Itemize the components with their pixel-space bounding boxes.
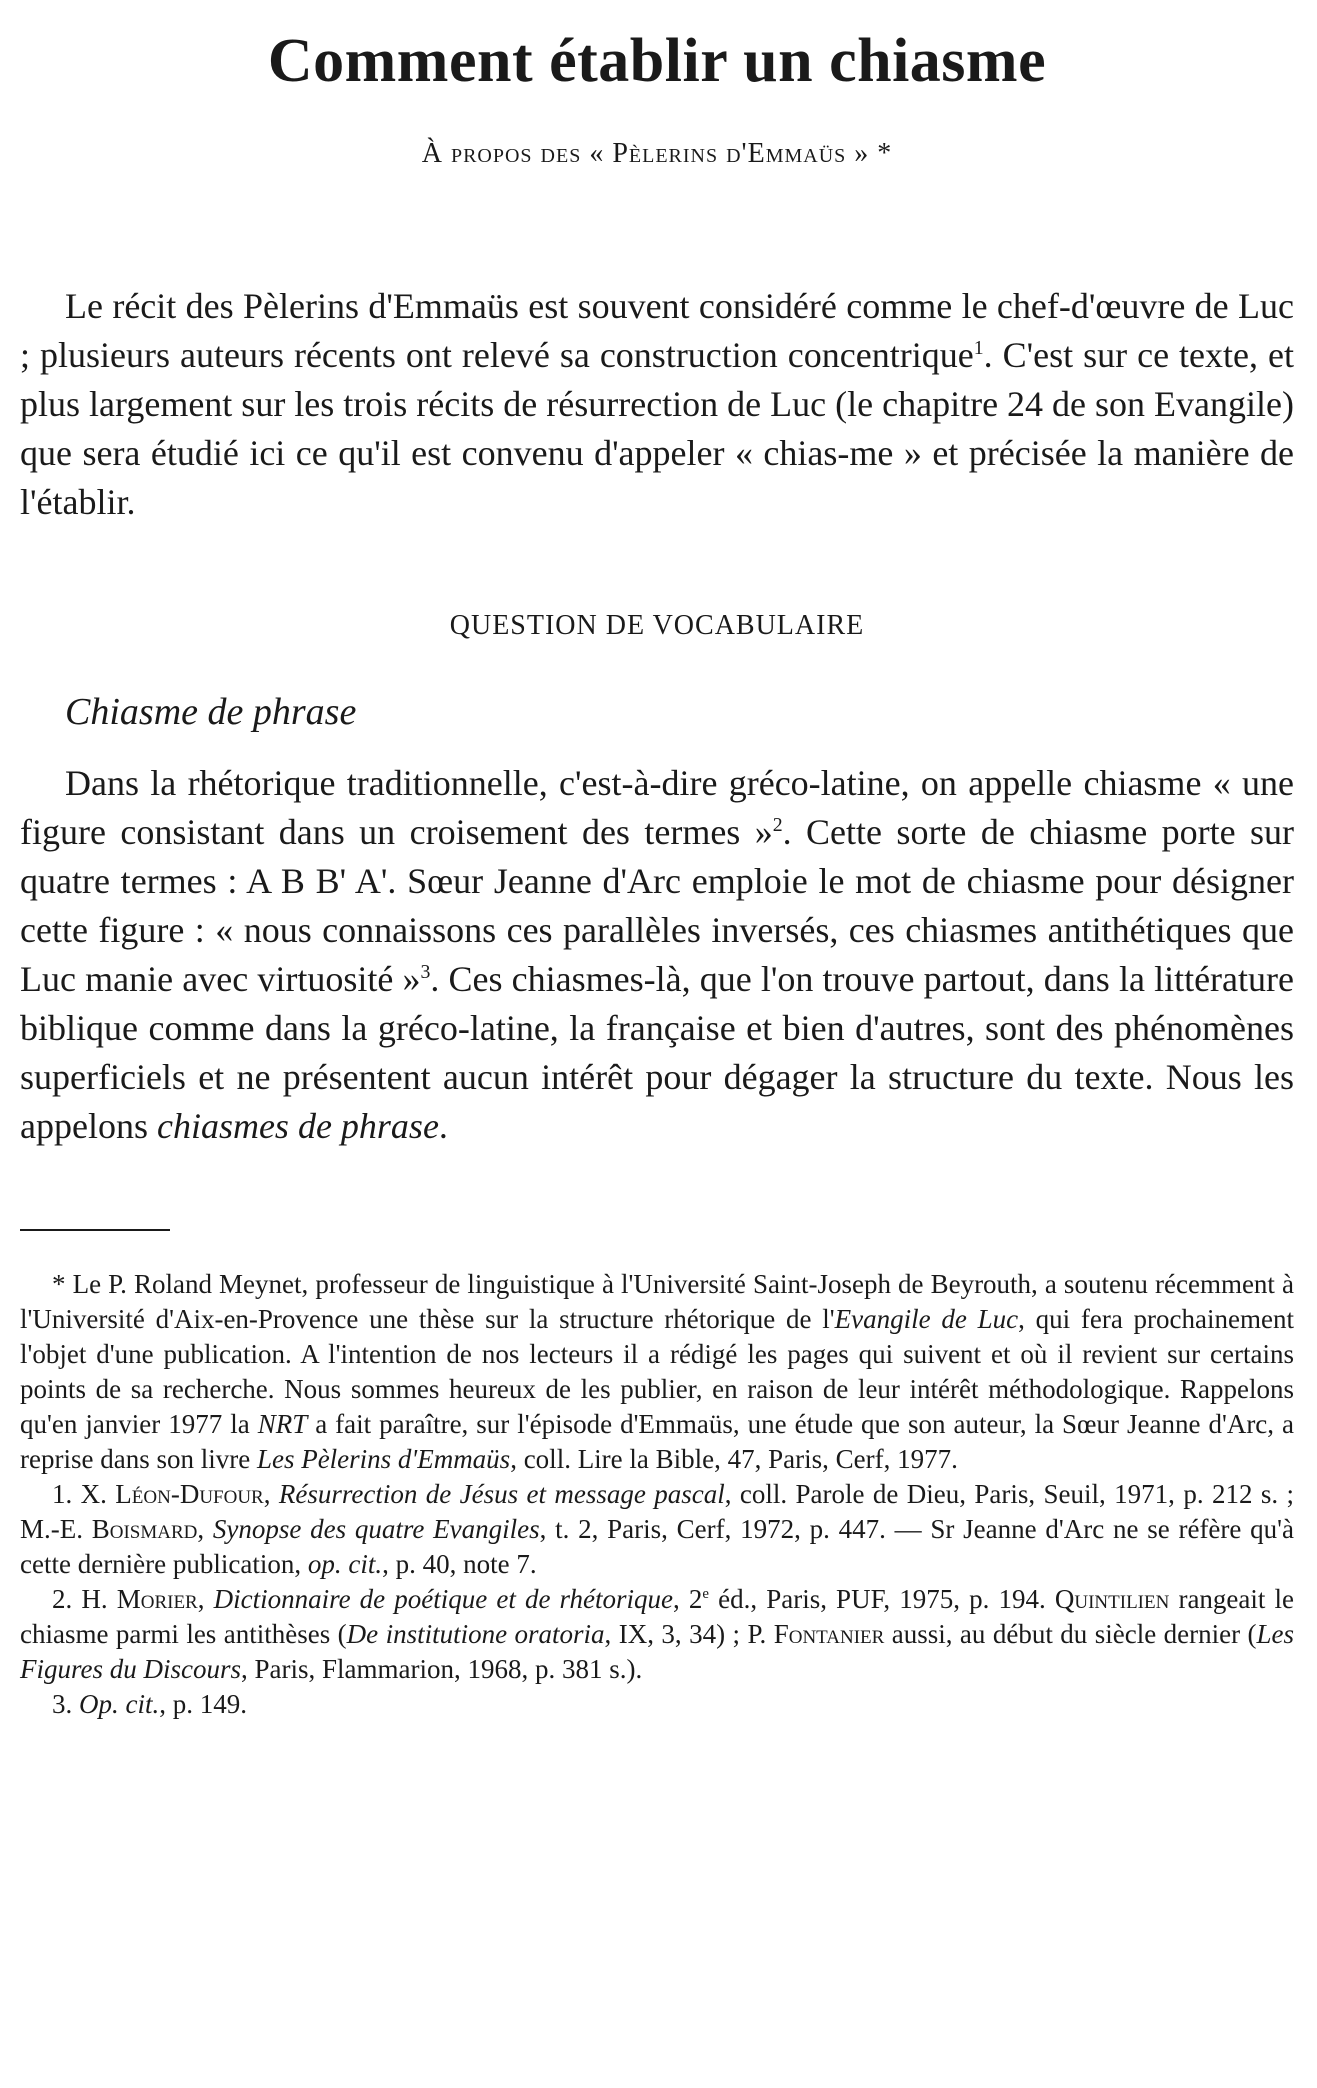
note-text: 1. X. xyxy=(52,1479,116,1510)
note-author: Quintilien xyxy=(1054,1584,1170,1615)
note-italic: NRT xyxy=(257,1409,308,1440)
note-text: , p. 40, note 7. xyxy=(382,1549,537,1580)
section-heading: QUESTION DE VOCABULAIRE xyxy=(449,610,865,642)
note-text: , xyxy=(197,1584,214,1615)
note-text: , qui fera prochainement l'objet d'une publication. A l'intention de nos lecteurs il a rédigé les pages qui suivent et où il revient sur certains points de sa recherche. Nous sommes heureux de les publier, en raison de leur intérêt méthodologique. Rappelons qu'en janvier 1977 la xyxy=(20,1304,1294,1440)
note-text: , coll. Parole de Dieu, Paris, Seuil, 1971, p. 212 s. ; M.-E. xyxy=(20,1479,1295,1545)
note-text: 2. H. xyxy=(52,1584,117,1615)
note-text: , Paris, Flammarion, 1968, p. 381 s.). xyxy=(241,1654,643,1685)
para2-end: . xyxy=(438,1106,448,1147)
footnotes xyxy=(20,1267,1294,1722)
note-text: * Le P. Roland Meynet, professeur de linguistique à l'Université Saint-Joseph de Beyrouth, a soutenu récemment à l'Université d'Aix-en-Provence une thèse sur la structure rhétorique de l' xyxy=(20,1269,1294,1335)
note-italic: Les Pèlerins d'Emmaüs xyxy=(256,1444,511,1475)
note-text: aussi, au début du siècle dernier ( xyxy=(884,1619,1257,1650)
footnote-ref-2[interactable]: 2 xyxy=(772,814,783,837)
footnote-3 xyxy=(20,1687,1294,1722)
subsection-heading: Chiasme de phrase xyxy=(65,691,357,734)
note-italic: op. cit. xyxy=(307,1549,383,1580)
footnote-divider xyxy=(20,1229,170,1231)
note-text: , coll. Lire la Bible, 47, Paris, Cerf, 1977. xyxy=(510,1444,958,1475)
note-text: , xyxy=(263,1479,279,1510)
footnote-star xyxy=(20,1267,1294,1477)
footnote-1 xyxy=(20,1477,1294,1582)
note-author: Fontanier xyxy=(773,1619,885,1650)
note-text: , IX, 3, 34) ; P. xyxy=(604,1619,774,1650)
note-text: éd., Paris, PUF, 1975, p. 194. xyxy=(709,1584,1055,1615)
article-subtitle xyxy=(20,138,1294,170)
footnote-ref-3[interactable]: 3 xyxy=(420,961,431,984)
note-author: Léon-Dufour xyxy=(115,1479,264,1510)
para2-text-1: Dans la rhétorique traditionnelle, c'est-à-dire gréco-latine, on appelle chiasme « une figure consistant dans un croisement des termes » xyxy=(20,763,1294,853)
note-text: a fait paraître, sur l'épisode d'Emmaüs, une étude que son auteur, la Sœur Jeanne d'Arc, a reprise dans son livre xyxy=(20,1409,1294,1475)
para2-italic: chiasmes de phrase xyxy=(156,1106,439,1147)
para2-text-2: . Cette sorte de chiasme porte sur quatre termes : A B B' A'. Sœur Jeanne d'Arc emploie le mot de chiasme pour désigner cette figure : « nous connaissons ces parallèles inversés, ces chiasmes antithétiques que Luc manie avec virtuosité » xyxy=(20,812,1294,1000)
intro-text-1: Le récit des Pèlerins d'Emmaüs est souvent considéré comme le chef-d'œuvre de Luc ; plusieurs auteurs récents ont relevé sa construction concentrique xyxy=(20,286,1294,376)
body-paragraph xyxy=(20,759,1294,1151)
note-italic: Les Figures du Discours xyxy=(20,1619,1295,1685)
note-italic: Op. cit. xyxy=(79,1689,160,1720)
note-italic: Synopse des quatre Evangiles xyxy=(212,1514,540,1545)
note-text: rangeait le chiasme parmi les antithèses ( xyxy=(20,1584,1294,1650)
article-title: Comment établir un chiasme xyxy=(267,27,1047,95)
note-text: , xyxy=(197,1514,213,1545)
footnote-2 xyxy=(20,1582,1294,1687)
note-italic: Résurrection de Jésus et message pascal xyxy=(278,1479,725,1510)
intro-text-2: . C'est sur ce texte, et plus largement sur les trois récits de résurrection de Luc (le chapitre 24 de son Evangile) que sera étudié ici ce qu'il est convenu d'appeler « chias-me » et précisée la manière de l'établir. xyxy=(20,335,1294,523)
note-text: , 2 xyxy=(673,1584,703,1615)
note-italic: De institutione oratoria xyxy=(346,1619,605,1650)
note-text: 3. xyxy=(52,1689,79,1720)
note-superscript: e xyxy=(702,1586,709,1603)
note-italic: Evangile de Luc xyxy=(834,1304,1019,1335)
note-text: , p. 149. xyxy=(159,1689,247,1720)
para2-text-3: . Ces chiasmes-là, que l'on trouve partout, dans la littérature biblique comme dans la gréco-latine, la française et bien d'autres, sont des phénomènes superficiels et ne présentent aucun intérêt pour dégager la structure du texte. Nous les appelons xyxy=(20,959,1294,1147)
subtitle-text: À propos des « Pèlerins d'Emmaüs » * xyxy=(421,138,893,170)
note-italic: Dictionnaire de poétique et de rhétorique xyxy=(213,1584,674,1615)
note-author: Morier xyxy=(116,1584,198,1615)
note-author: Boismard xyxy=(91,1514,198,1545)
footnote-ref-1[interactable]: 1 xyxy=(973,337,984,360)
article-page xyxy=(20,0,1294,1722)
note-text: , t. 2, Paris, Cerf, 1972, p. 447. — Sr Jeanne d'Arc ne se réfère qu'à cette dernière publication, xyxy=(20,1514,1294,1580)
intro-paragraph xyxy=(20,282,1294,527)
